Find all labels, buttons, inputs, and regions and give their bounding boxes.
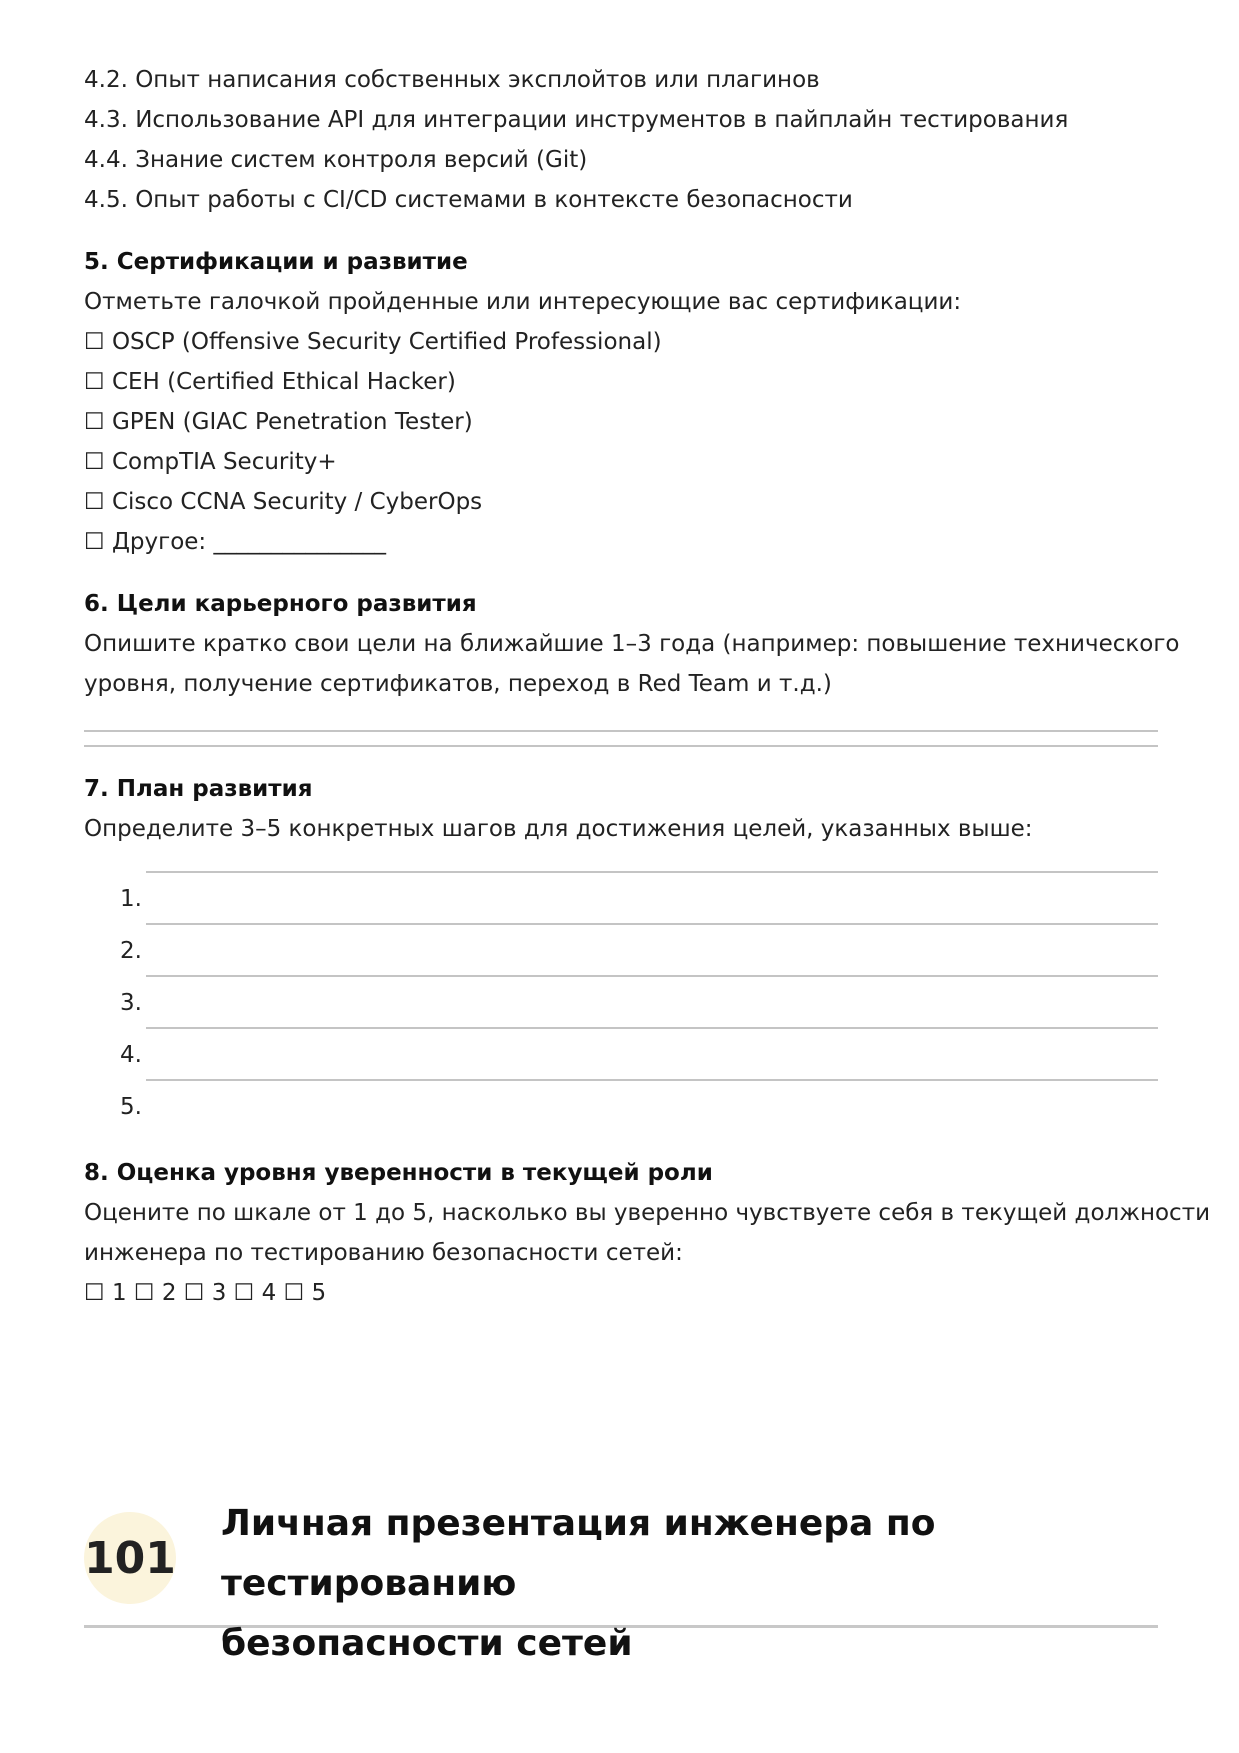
checkbox-icon[interactable]: ☐	[183, 1280, 205, 1306]
chapter-title	[221, 1494, 1158, 1674]
list-item: 4.3. Использование API для интеграции инструментов в пайплайн тестирования	[84, 107, 1069, 133]
confidence-scale	[84, 1273, 1158, 1313]
scale-option-label: 3	[211, 1280, 227, 1306]
certification-option-gpen[interactable]	[84, 402, 1158, 442]
scale-option-label: 2	[161, 1280, 177, 1306]
section-8-instruction-line-2: инженера по тестированию безопасности сетей:	[84, 1240, 683, 1266]
section-6-instruction-line-1: Опишите кратко свои цели на ближайшие 1–3 года (например: повышение технического	[84, 631, 1180, 657]
checkbox-icon[interactable]: ☐	[84, 329, 105, 355]
page-footer	[84, 1492, 1158, 1664]
checkbox-icon[interactable]: ☐	[84, 489, 105, 515]
list-item: 4.4. Знание систем контроля версий (Git)	[84, 147, 588, 173]
checkbox-icon[interactable]: ☐	[233, 1280, 255, 1306]
development-steps	[84, 871, 1158, 1131]
step-row[interactable]	[84, 1027, 1158, 1079]
section-6-title: 6. Цели карьерного развития	[84, 591, 477, 617]
checkbox-icon[interactable]: ☐	[133, 1280, 155, 1306]
checkbox-icon[interactable]: ☐	[84, 529, 105, 555]
section-8-title: 8. Оценка уровня уверенности в текущей роли	[84, 1160, 713, 1186]
chapter-title-line-1: Личная презентация инженера по тестированию	[221, 1503, 936, 1604]
step-number: 3.	[120, 990, 142, 1016]
option-label: Cisco CCNA Security / CyberOps	[111, 489, 483, 515]
option-label: OSCP (Offensive Security Certified Professional)	[111, 329, 662, 355]
step-number: 5.	[120, 1094, 142, 1120]
scale-option-label: 4	[261, 1280, 277, 1306]
step-answer-line[interactable]	[146, 975, 1158, 977]
step-answer-line[interactable]	[146, 923, 1158, 925]
certification-option-ccna[interactable]	[84, 482, 1158, 522]
goals-answer-area[interactable]	[84, 730, 1158, 747]
step-row[interactable]	[84, 975, 1158, 1027]
page-number-badge: 101	[84, 1512, 176, 1604]
step-answer-line[interactable]	[146, 1079, 1158, 1081]
certification-option-oscp[interactable]	[84, 322, 1158, 362]
certification-option-ceh[interactable]	[84, 362, 1158, 402]
certification-option-other[interactable]	[84, 522, 1158, 562]
step-row[interactable]	[84, 871, 1158, 923]
list-item: 4.2. Опыт написания собственных эксплойтов или плагинов	[84, 67, 820, 93]
answer-line[interactable]	[84, 745, 1158, 747]
section-7-title: 7. План развития	[84, 776, 313, 802]
intro-list	[84, 60, 1158, 220]
option-label: CompTIA Security+	[111, 449, 337, 475]
answer-line[interactable]	[84, 730, 1158, 732]
option-label: Другое: _______________	[111, 529, 386, 555]
certification-options	[84, 322, 1158, 562]
step-row[interactable]	[84, 1079, 1158, 1131]
certification-option-security-plus[interactable]	[84, 442, 1158, 482]
section-7-instruction: Определите 3–5 конкретных шагов для достижения целей, указанных выше:	[84, 816, 1033, 842]
checkbox-icon[interactable]: ☐	[84, 369, 105, 395]
step-row[interactable]	[84, 923, 1158, 975]
scale-option-label: 1	[111, 1280, 127, 1306]
step-number: 4.	[120, 1042, 142, 1068]
checkbox-icon[interactable]: ☐	[283, 1280, 305, 1306]
checkbox-icon[interactable]: ☐	[84, 409, 105, 435]
checkbox-icon[interactable]: ☐	[84, 1280, 105, 1306]
option-label: CEH (Certified Ethical Hacker)	[111, 369, 456, 395]
step-number: 2.	[120, 938, 142, 964]
option-label: GPEN (GIAC Penetration Tester)	[111, 409, 473, 435]
section-8-instruction-line-1: Оцените по шкале от 1 до 5, насколько вы уверенно чувствуете себя в текущей должности	[84, 1200, 1211, 1226]
section-5-title: 5. Сертификации и развитие	[84, 249, 468, 275]
step-number: 1.	[120, 886, 142, 912]
checkbox-icon[interactable]: ☐	[84, 449, 105, 475]
chapter-title-line-2: безопасности сетей	[221, 1623, 633, 1664]
step-answer-line[interactable]	[146, 1027, 1158, 1029]
scale-option-label: 5	[311, 1280, 327, 1306]
step-answer-line[interactable]	[146, 871, 1158, 873]
list-item: 4.5. Опыт работы с CI/CD системами в контексте безопасности	[84, 187, 853, 213]
section-6-instruction-line-2: уровня, получение сертификатов, переход в Red Team и т.д.)	[84, 671, 832, 697]
section-5-instruction: Отметьте галочкой пройденные или интересующие вас сертификации:	[84, 289, 962, 315]
document-page	[84, 60, 1211, 1313]
